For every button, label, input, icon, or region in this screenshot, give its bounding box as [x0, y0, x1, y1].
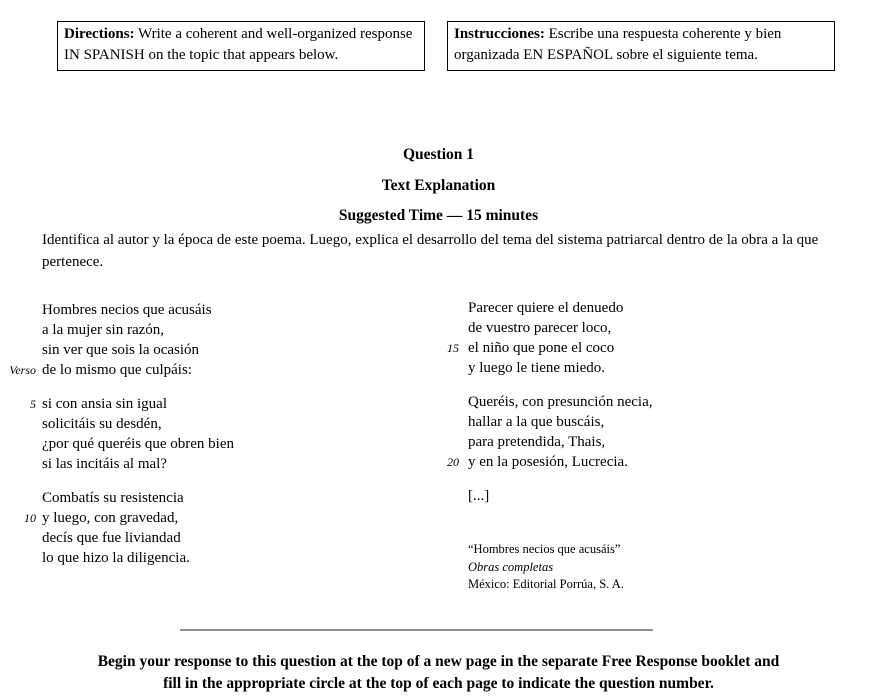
line-number: 20 — [447, 455, 459, 469]
poem-line — [2, 360, 422, 380]
poem-line — [2, 434, 422, 454]
line-number: 15 — [447, 341, 459, 355]
poem-line — [2, 300, 422, 320]
suggested-time: Suggested Time — 15 minutes — [338, 207, 539, 224]
directions-text-spanish: Escribe una respuesta coherente y bien organizada EN ESPAÑOL sobre el siguiente tema. — [454, 26, 782, 63]
poem-line-text: ¿por qué queréis que obren bien — [42, 436, 235, 452]
poem-line-text: lo que hizo la diligencia. — [42, 550, 190, 566]
poem-stanza — [430, 392, 850, 472]
poem-line-text: decís que fue liviandad — [42, 530, 181, 546]
line-marker — [2, 414, 42, 434]
poem-stanza — [430, 298, 850, 378]
directions-text-english: Write a coherent and well-organized response IN SPANISH on the topic that appears below. — [64, 26, 413, 63]
directions-label-spanish: Instrucciones: — [454, 26, 545, 42]
poem-line-text: y en la posesión, Lucrecia. — [468, 454, 628, 470]
question-prompt: Identifica al autor y la época de este poema. Luego, explica el desarrollo del tema del sistema patriarcal dentro de la obra a la que pertenece. — [42, 232, 819, 270]
poem-line-text: de vuestro parecer loco, — [468, 320, 612, 336]
poem-column-left — [2, 300, 422, 582]
poem-column-right — [430, 298, 850, 506]
poem-line — [2, 528, 422, 548]
poem-line — [430, 298, 850, 318]
poem-line — [2, 548, 422, 568]
poem-line — [2, 454, 422, 474]
poem-line-text: de lo mismo que culpáis: — [42, 362, 192, 378]
directions-box-english — [57, 21, 425, 71]
poem-line-text: y luego le tiene miedo. — [468, 360, 606, 376]
line-marker — [430, 318, 468, 338]
question-subtitle: Text Explanation — [381, 177, 496, 194]
horizontal-divider — [180, 629, 653, 631]
line-marker — [2, 528, 42, 548]
poem-stanza — [2, 488, 422, 568]
poem-line-text: para pretendida, Thais, — [468, 434, 606, 450]
citation-title: “Hombres necios que acusáis” — [468, 542, 621, 556]
poem-line — [2, 414, 422, 434]
citation-work: Obras completas — [468, 559, 554, 574]
poem-line-text: si las incitáis al mal? — [42, 456, 167, 472]
footer-line-2: fill in the appropriate circle at the top of each page to indicate the question number. — [163, 675, 714, 692]
poem-line-text: solicitáis su desdén, — [42, 416, 162, 432]
poem-line-text: Queréis, con presunción necia, — [468, 394, 653, 410]
poem-line — [430, 412, 850, 432]
poem-line-text: Hombres necios que acusáis — [42, 302, 212, 318]
line-marker — [430, 298, 468, 318]
poem-line — [430, 338, 850, 358]
line-marker — [2, 320, 42, 340]
poem-line — [2, 394, 422, 414]
poem-line — [430, 452, 850, 472]
verso-label: Verso — [9, 363, 36, 377]
line-marker — [430, 412, 468, 432]
question-title: Question 1 — [402, 146, 475, 163]
source-citation — [468, 541, 624, 594]
poem-line-text: Parecer quiere el denuedo — [468, 300, 624, 316]
line-number: 5 — [30, 397, 36, 411]
poem-line-text: Combatís su resistencia — [42, 490, 184, 506]
poem-line — [2, 320, 422, 340]
poem-line-text: y luego, con gravedad, — [42, 510, 179, 526]
poem-line — [430, 318, 850, 338]
poem-line-text: hallar a la que buscáis, — [468, 414, 605, 430]
poem-stanza — [2, 394, 422, 474]
line-marker — [2, 300, 42, 320]
footer-line-1: Begin your response to this question at the top of a new page in the separate Free Response booklet and — [97, 653, 780, 670]
footer-instruction — [0, 651, 877, 695]
poem-line — [2, 340, 422, 360]
line-number: 10 — [24, 511, 36, 525]
poem-line — [430, 358, 850, 378]
poem-stanza — [2, 300, 422, 380]
line-marker — [2, 488, 42, 508]
poem-line — [2, 508, 422, 528]
poem-line — [2, 488, 422, 508]
poem-ellipsis: [...] — [430, 486, 850, 506]
poem-line-text: el niño que pone el coco — [468, 340, 615, 356]
poem-line-text: a la mujer sin razón, — [42, 322, 165, 338]
line-marker — [2, 340, 42, 360]
line-marker — [430, 486, 468, 506]
poem-line — [430, 432, 850, 452]
directions-box-spanish — [447, 21, 835, 71]
line-marker — [430, 432, 468, 452]
citation-publisher: México: Editorial Porrúa, S. A. — [468, 577, 624, 591]
line-marker — [430, 392, 468, 412]
poem-line — [430, 392, 850, 412]
line-marker — [430, 358, 468, 378]
line-marker — [2, 548, 42, 568]
poem-line-text: si con ansia sin igual — [42, 396, 167, 412]
line-marker — [2, 454, 42, 474]
line-marker — [2, 434, 42, 454]
poem-line-text: sin ver que sois la ocasión — [42, 342, 200, 358]
directions-label-english: Directions: — [64, 26, 135, 42]
